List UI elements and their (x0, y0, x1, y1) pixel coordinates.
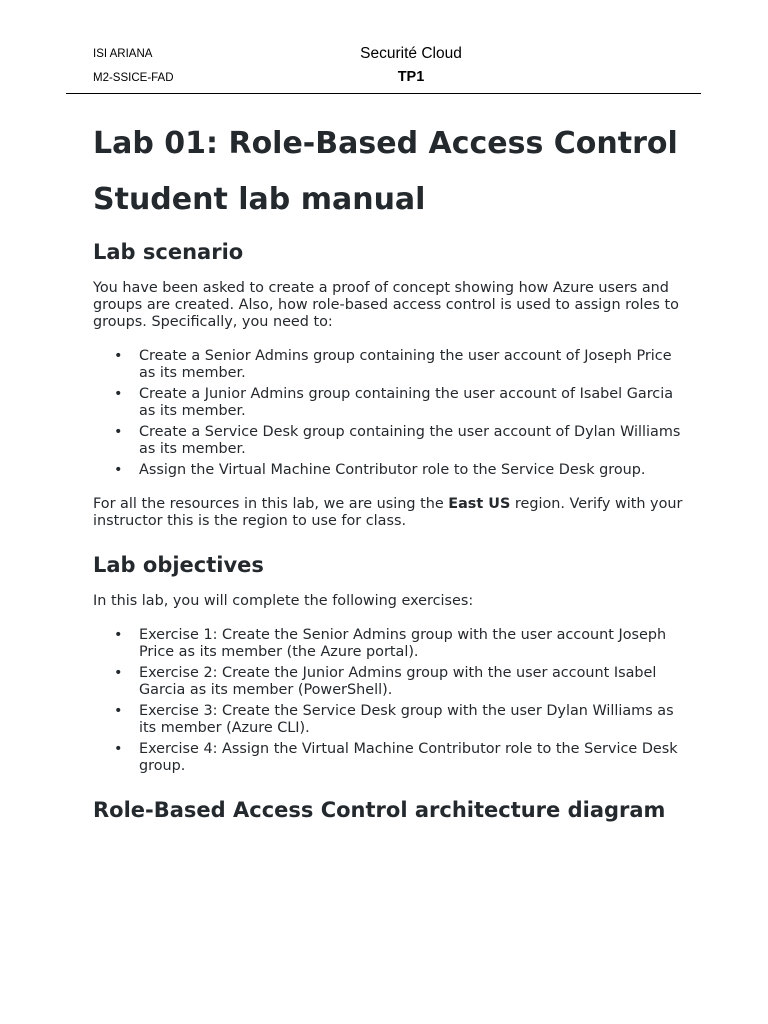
list-item: • Create a Service Desk group containing the user account of Dylan Williams as its member. (114, 424, 681, 457)
header-rule (66, 93, 701, 94)
bullet-icon: • (114, 386, 123, 402)
list-item: • Exercise 1: Create the Senior Admins group with the user account Joseph Price as its member (the Azure portal). (114, 627, 667, 660)
header-course: Securité Cloud (360, 45, 462, 62)
header-program: M2-SSICE-FAD (93, 72, 174, 84)
bullet-icon: • (114, 627, 123, 643)
region-name: East US (448, 496, 511, 512)
region-note: For all the resources in this lab, we are using the East US region. Verify with your instructor this is the region to use for class. (93, 496, 683, 529)
bullet-icon: • (114, 462, 123, 478)
diagram-heading: Role-Based Access Control architecture diagram (93, 798, 666, 822)
bullet-icon: • (114, 348, 123, 364)
list-item: • Exercise 2: Create the Junior Admins group with the user account Isabel Garcia as its member (PowerShell). (114, 665, 657, 698)
list-item: • Assign the Virtual Machine Contributor role to the Service Desk group. (114, 462, 646, 478)
list-item: • Create a Junior Admins group containing the user account of Isabel Garcia as its member. (114, 386, 674, 419)
document-body (93, 124, 693, 823)
scenario-intro: You have been asked to create a proof of concept showing how Azure users and groups are created. Also, how role-based access control is used to assign roles to groups. Specifically, you need to: (93, 280, 679, 330)
objectives-heading: Lab objectives (93, 553, 264, 577)
scenario-heading: Lab scenario (93, 240, 244, 264)
bullet-icon: • (114, 741, 123, 757)
scenario-list (93, 348, 693, 479)
list-item: • Exercise 4: Assign the Virtual Machine Contributor role to the Service Desk group. (114, 741, 678, 774)
bullet-icon: • (114, 424, 123, 440)
objectives-intro: In this lab, you will complete the following exercises: (93, 593, 474, 609)
page-subtitle: Student lab manual (93, 182, 426, 217)
header-institution: ISI ARIANA (93, 48, 153, 60)
list-item: • Create a Senior Admins group containing the user account of Joseph Price as its member. (114, 348, 672, 381)
header-tp: TP1 (397, 69, 425, 85)
objectives-list (93, 627, 693, 775)
list-item: • Exercise 3: Create the Service Desk group with the user Dylan Williams as its member (Azure CLI). (114, 703, 674, 736)
page-title: Lab 01: Role-Based Access Control (93, 126, 678, 161)
bullet-icon: • (114, 703, 123, 719)
bullet-icon: • (114, 665, 123, 681)
